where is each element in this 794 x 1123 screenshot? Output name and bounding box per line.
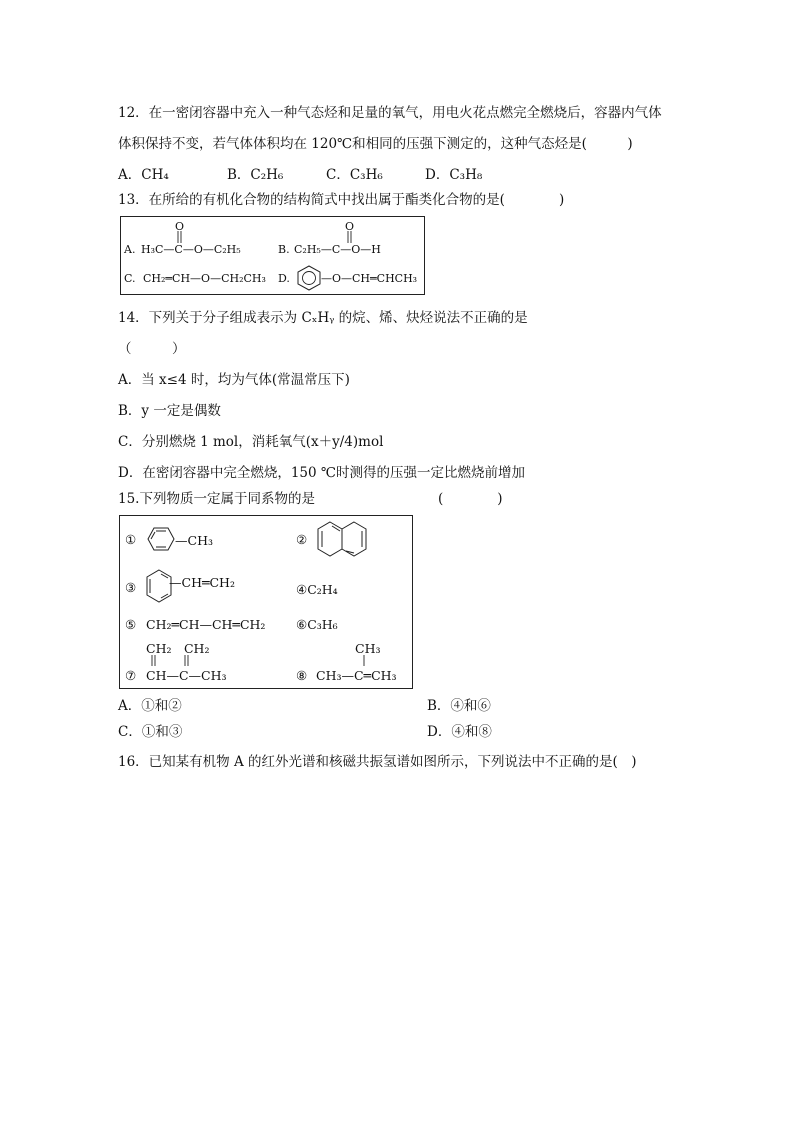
q14-option-d: D．在密闭容器中完全燃烧，150 ℃时测得的压强一定比燃烧前增加: [118, 465, 525, 481]
q15-item-1-substituent: —CH₃: [175, 533, 213, 548]
q15-option-c: C．①和③: [118, 724, 183, 740]
q12-option-d: D．C₃H₈: [425, 167, 483, 183]
q13-b-formula: C₂H₅—C—O—H: [294, 243, 381, 256]
q15-item-8-top: CH₃: [355, 641, 381, 656]
q15-option-a: A．①和②: [118, 698, 182, 714]
q12-option-b: B．C₂H₆: [227, 167, 284, 183]
q15-item-6: ⑥C₃H₆: [296, 617, 338, 632]
q14-option-c: C．分别燃烧 1 mol，消耗氧气(x＋y/4)mol: [118, 434, 384, 450]
q15-item-7-double-bonds: [150, 655, 190, 667]
q15-item-8-bottom: CH₃—C═CH₃: [316, 668, 397, 683]
q15-item-7-number: ⑦: [125, 668, 137, 683]
q15-option-b: B．④和⑥: [427, 698, 491, 714]
naphthalene-ring-icon: [316, 520, 374, 560]
q13-d-formula: —O—CH═CHCH₃: [321, 272, 418, 285]
q15-item-7-top: CH₂ CH₂: [146, 641, 210, 656]
q12-stem-line2: 体积保持不变，若气体体积均在 120℃和相同的压强下测定的，这种气态烃是( ): [118, 136, 633, 152]
q14-answer-paren: （ ）: [118, 341, 186, 357]
q14-option-a: A．当 x≤4 时，均为气体(常温常压下): [118, 372, 350, 388]
q15-item-3-substituent: —CH═CH₂: [169, 575, 235, 590]
q15-structure-box: [119, 515, 413, 689]
q15-item-7-bottom: CH—C—CH₃: [146, 668, 227, 683]
q13-a-label: A.: [124, 243, 136, 256]
q13-d-label: D.: [278, 272, 290, 285]
q13-b-label: B.: [278, 243, 290, 256]
q14-stem: 14．下列关于分子组成表示为 CₓHᵧ 的烷、烯、炔烃说法不正确的是: [118, 310, 528, 326]
q15-item-5-formula: CH₂═CH—CH═CH₂: [146, 617, 266, 632]
q13-a-formula: H₃C—C—O—C₂H₅: [141, 243, 241, 256]
q13-c-label: C.: [124, 272, 136, 285]
q13-c-formula: CH₂═CH—O—CH₂CH₃: [143, 272, 266, 285]
q12-stem-line1: 12．在一密闭容器中充入一种气态烃和足量的氧气，用电火花点燃完全燃烧后，容器内气体: [118, 105, 662, 121]
q13-b-carbonyl-o: O: [345, 220, 355, 233]
q15-option-d: D．④和⑧: [427, 724, 492, 740]
q15-item-8-number: ⑧: [296, 668, 308, 683]
q15-item-5-number: ⑤: [125, 617, 137, 632]
q14-option-b: B．y 一定是偶数: [118, 403, 221, 419]
q13-a-double-bond: [177, 231, 183, 243]
q15-stem: 15.下列物质一定属于同系物的是: [118, 491, 315, 507]
q16-stem: 16．已知某有机物 A 的红外光谱和核磁共振氢谱如图所示，下列说法中不正确的是( ): [118, 754, 637, 770]
q15-answer-paren: ( ): [438, 491, 503, 507]
q15-item-3-number: ③: [125, 580, 137, 595]
q12-option-a: A．CH₄: [118, 167, 169, 183]
q13-a-carbonyl-o: O: [175, 220, 185, 233]
q12-option-c: C．C₃H₆: [326, 167, 383, 183]
q15-item-8-bond: [362, 655, 366, 667]
q15-item-2-number: ②: [296, 532, 308, 547]
q15-item-1-number: ①: [125, 532, 137, 547]
q13-structure-box: [120, 216, 425, 295]
q15-item-4: ④C₂H₄: [296, 582, 338, 597]
benzene-ring-icon: [297, 265, 321, 291]
q13-b-double-bond: [347, 231, 353, 243]
q13-stem: 13．在所给的有机化合物的结构简式中找出属于酯类化合物的是( ): [118, 192, 565, 208]
